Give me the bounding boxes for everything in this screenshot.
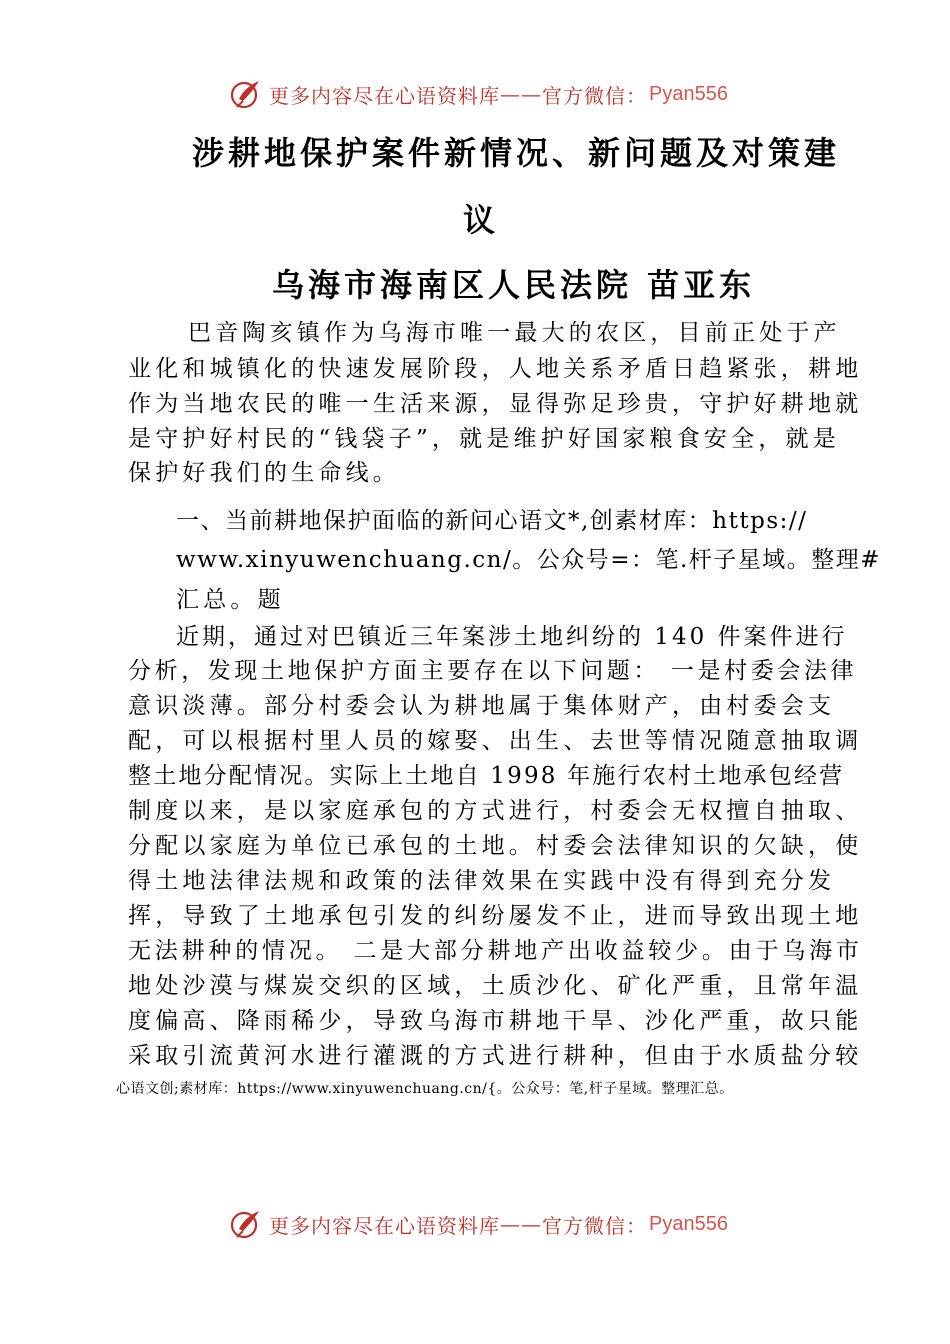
quill-logo-icon bbox=[229, 1207, 263, 1241]
body-line: 近期，通过对巴镇近三年案涉土地纠纷的 140 件案件进行 bbox=[176, 624, 848, 650]
footer-banner bbox=[229, 1206, 728, 1242]
body-line: 业化和城镇化的快速发展阶段，人地关系矛盾日趋紧张，耕地 bbox=[128, 356, 863, 382]
body-line: 配，可以根据村里人员的嫁娶、出生、去世等情况随意抽取调 bbox=[128, 728, 863, 754]
body-line: 作为当地农民的唯一生活来源，显得弥足珍贵，守护好耕地就 bbox=[128, 391, 863, 417]
banner-wechat-id: Pyan556 bbox=[649, 1212, 728, 1235]
header-banner bbox=[229, 76, 728, 112]
quill-logo-icon bbox=[229, 77, 263, 111]
body-line: www.xinyuwenchuang.cn/。公众号=：笔.杆子星域。整理# bbox=[176, 547, 882, 573]
body-line: 是守护好村民的“钱袋子”，就是维护好国家粮食安全，就是 bbox=[128, 426, 840, 452]
body-line: 度偏高、降雨稀少，导致乌海市耕地干旱、沙化严重，故只能 bbox=[128, 1008, 863, 1034]
body-line: 采取引流黄河水进行灌溉的方式进行耕种，但由于水质盐分较 bbox=[128, 1043, 863, 1069]
footnote: 心语文创;素材库：https://www.xinyuwenchuang.cn/{。公众号：笔,杆子星域。整理汇总。 bbox=[116, 1081, 734, 1097]
body-line: 整土地分配情况。实际上土地自 1998 年施行农村土地承包经营 bbox=[128, 763, 845, 789]
banner-wechat-label: 官方微信： bbox=[542, 1213, 647, 1238]
body-line: 挥，导致了土地承包引发的纠纷屡发不止，进而导致出现土地 bbox=[128, 903, 863, 929]
document-title-line-1: 涉耕地保护案件新情况、新问题及对策建 bbox=[192, 134, 841, 172]
banner-separator: —— bbox=[500, 82, 542, 106]
banner-text: 更多内容尽在心语资料库 bbox=[269, 83, 500, 108]
body-line: 制度以来，是以家庭承包的方式进行，村委会无权擅自抽取、 bbox=[128, 798, 863, 824]
banner-wechat-id: Pyan556 bbox=[649, 82, 728, 105]
author-line: 乌海市海南区人民法院 苗亚东 bbox=[272, 266, 756, 304]
body-line: 分析，发现土地保护方面主要存在以下问题： 一是村委会法律 bbox=[128, 658, 858, 684]
body-line: 无法耕种的情况。 二是大部分耕地产出收益较少。由于乌海市 bbox=[128, 938, 863, 964]
body-line: 分配以家庭为单位已承包的土地。村委会法律知识的欠缺，使 bbox=[128, 833, 863, 859]
body-line: 地处沙漠与煤炭交织的区域，土质沙化、矿化严重，且常年温 bbox=[128, 973, 863, 999]
banner-separator: —— bbox=[500, 1212, 542, 1236]
banner-wechat-label: 官方微信： bbox=[542, 83, 647, 108]
body-line: 巴音陶亥镇作为乌海市唯一最大的农区，目前正处于产 bbox=[188, 320, 841, 346]
body-line: 一、当前耕地保护面临的新问心语文*,创素材库：https:// bbox=[176, 508, 808, 534]
banner-text: 更多内容尽在心语资料库 bbox=[269, 1213, 500, 1238]
body-line: 保护好我们的生命线。 bbox=[128, 460, 400, 486]
body-line: 汇总。题 bbox=[176, 587, 285, 613]
body-line: 得土地法律法规和政策的法律效果在实践中没有得到充分发 bbox=[128, 868, 836, 894]
document-title-line-2: 议 bbox=[463, 201, 500, 239]
body-line: 意识淡薄。部分村委会认为耕地属于集体财产，由村委会支 bbox=[128, 693, 836, 719]
